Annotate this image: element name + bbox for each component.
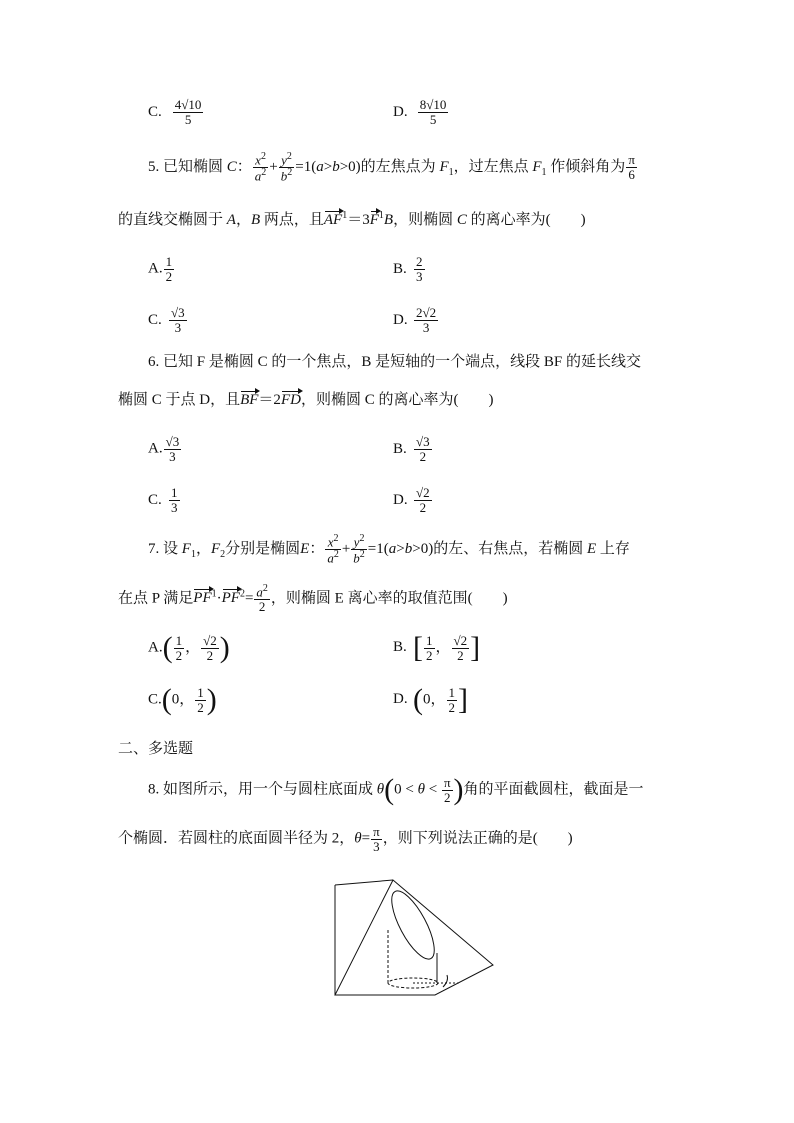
inclined-plane (335, 880, 493, 995)
q6-option-c: C. $\frac{1}{3}$ (148, 485, 178, 515)
section-heading: 二、多选题 (118, 741, 194, 757)
q7-option-c: C.(0， $\frac{1}{2}$ ) (148, 683, 217, 716)
q7-line2: 在点 P 满足$PF^1\cdot PF^2=$ $\frac{a^2}{2}$ ，则椭圆 E 离心率的取值范围( ) (118, 583, 508, 614)
q5-option-a: A. $\frac{1}{2}$ (148, 254, 173, 284)
q7-option-a: A.( $\frac{1}{2}$ ， $\frac{√2}{2}$ ) (148, 631, 230, 664)
cylinder-section-figure (325, 875, 500, 1000)
q6-line2: 椭圆 C 于点 D，且BF＝2FD，则椭圆 C 的离心率为( ) (118, 392, 494, 408)
q7-line1: 7. 设 $F_1$，$F_2$分别是椭圆E： $\frac{x^2}{a^2}$ + $\frac{y^2}{b^2}$ =1(a>b>0)的左、右焦点，若椭圆 E 上存 (148, 533, 630, 566)
q7-option-b: B. [ $\frac{1}{2}$ ， $\frac{√2}{2}$ ] (393, 631, 481, 664)
q6-option-d: D. $\frac{√2}{2}$ (393, 485, 430, 515)
angle-mark (443, 975, 448, 987)
plane-top-edge (335, 880, 393, 885)
q8-line2: 个椭圆．若圆柱的底面圆半径为 2，θ= $\frac{\pi}{3}$ ，则下列说法正确的是( ) (118, 824, 573, 854)
q6-option-b: B. $\frac{√3}{2}$ (393, 434, 430, 464)
q7-option-d: D. (0， $\frac{1}{2}$ ] (393, 683, 469, 716)
q4-option-c: C. $\frac{4√10}{5}$ (148, 97, 202, 127)
q6-option-a: A. $\frac{√3}{3}$ (148, 434, 180, 464)
q5-option-d: D. $\frac{2√2}{3}$ (393, 305, 437, 335)
q4-option-c-fraction: $\frac{4√10}{5}$ (174, 97, 202, 127)
q4-option-d: D. $\frac{8√10}{5}$ (393, 97, 447, 127)
q6-line1: 6. 已知 F 是椭圆 C 的一个焦点，B 是短轴的一个端点，线段 BF 的延长线交 (148, 354, 641, 370)
q5-line2: 的直线交椭圆于 A，B 两点，且$AF^1=3F^1B$，则椭圆 C 的离心率为( ) (118, 210, 586, 228)
q5-option-c: C. $\frac{√3}{3}$ (148, 305, 185, 335)
q5-option-b: B. $\frac{2}{3}$ (393, 254, 423, 284)
q8-line1: 8. 如图所示，用一个与圆柱底面成 θ(0 < θ < $\frac{\pi}{2}$ )角的平面截圆柱，截面是一 (148, 773, 644, 806)
q4-option-d-fraction: $\frac{8√10}{5}$ (419, 97, 447, 127)
q5-line1: 5. 已知椭圆 C： $\frac{x^2}{a^2}$ + $\frac{y^2}{b^2}$ =1(a>b>0)的左焦点为 $F_1$，过左焦点 $F_1$ 作倾斜角为 $\frac{\pi}{6}$ (148, 151, 635, 184)
